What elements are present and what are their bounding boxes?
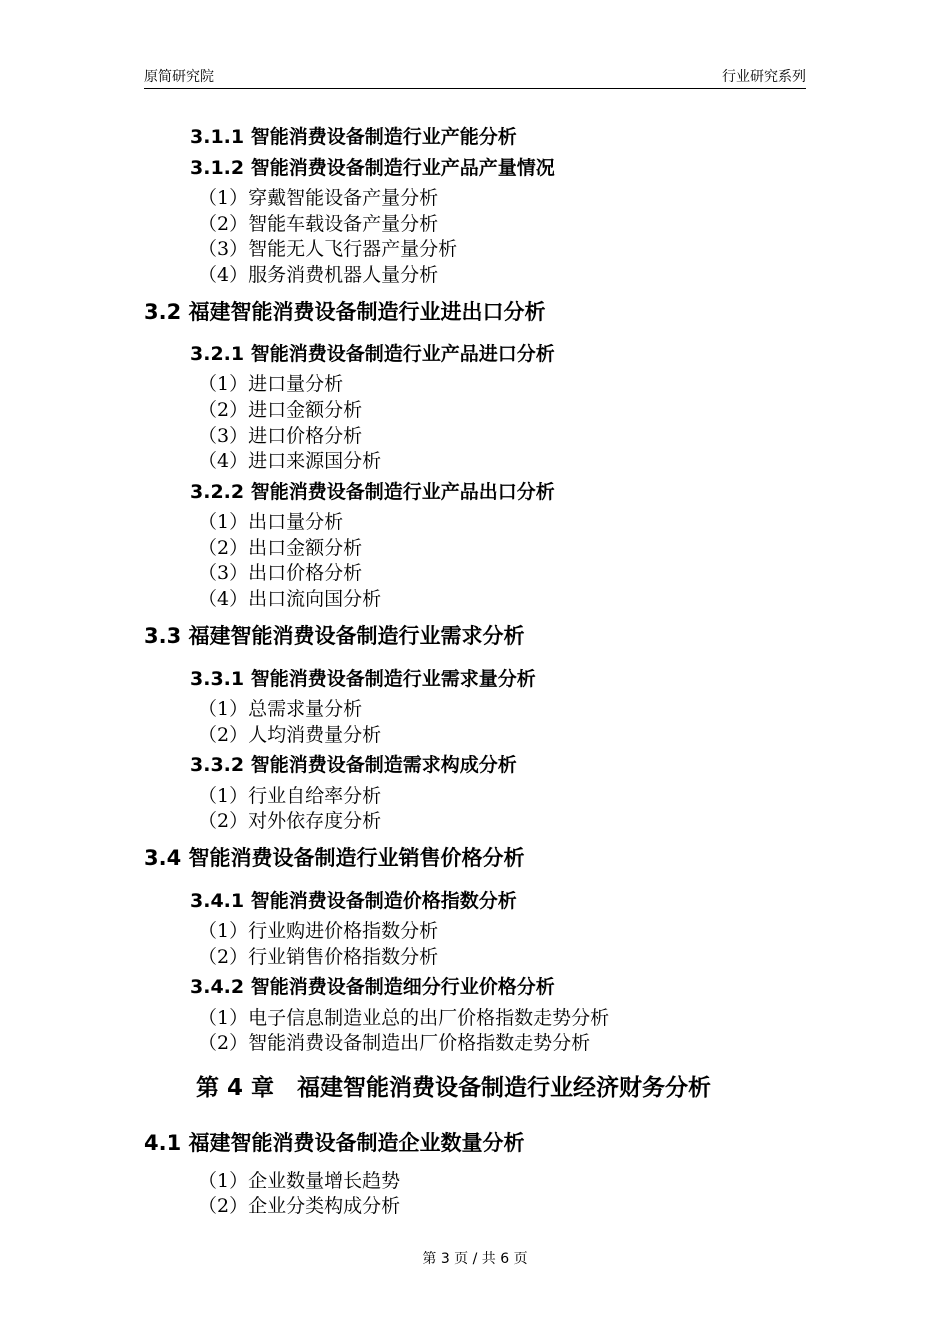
toc-item: （1）行业购进价格指数分析 [198, 920, 439, 942]
toc-item: （2）对外依存度分析 [198, 810, 382, 832]
toc-item: （3）出口价格分析 [198, 562, 363, 584]
page-header-right: 行业研究系列 [722, 69, 806, 85]
page-footer: 第 3 页 / 共 6 页 [422, 1251, 528, 1267]
toc-item: （3）智能无人飞行器产量分析 [198, 238, 458, 260]
toc-heading-3: 3.1.1 智能消费设备制造行业产能分析 [190, 126, 517, 148]
toc-item: （2）企业分类构成分析 [198, 1195, 401, 1217]
toc-item: （2）智能消费设备制造出厂价格指数走势分析 [198, 1032, 591, 1054]
toc-item: （1）电子信息制造业总的出厂价格指数走势分析 [198, 1007, 610, 1029]
toc-item: （2）进口金额分析 [198, 399, 363, 421]
toc-heading-2: 3.3 福建智能消费设备制造行业需求分析 [144, 624, 525, 648]
toc-heading-3: 3.4.2 智能消费设备制造细分行业价格分析 [190, 976, 555, 998]
toc-heading-2: 3.2 福建智能消费设备制造行业进出口分析 [144, 300, 546, 324]
toc-item: （1）穿戴智能设备产量分析 [198, 187, 439, 209]
toc-item: （3）进口价格分析 [198, 425, 363, 447]
toc-item: （4）进口来源国分析 [198, 450, 382, 472]
toc-heading-3: 3.3.1 智能消费设备制造行业需求量分析 [190, 668, 536, 690]
toc-heading-3: 3.2.2 智能消费设备制造行业产品出口分析 [190, 481, 555, 503]
toc-heading-2: 4.1 福建智能消费设备制造企业数量分析 [144, 1131, 525, 1155]
page-header-left: 原简研究院 [144, 69, 214, 85]
toc-item: （4）服务消费机器人量分析 [198, 264, 439, 286]
toc-heading-3: 3.1.2 智能消费设备制造行业产品产量情况 [190, 157, 555, 179]
header-rule [144, 88, 806, 89]
toc-item: （2）人均消费量分析 [198, 724, 382, 746]
toc-heading-2: 3.4 智能消费设备制造行业销售价格分析 [144, 846, 525, 870]
toc-heading-3: 3.2.1 智能消费设备制造行业产品进口分析 [190, 343, 555, 365]
toc-item: （2）行业销售价格指数分析 [198, 946, 439, 968]
toc-item: （1）总需求量分析 [198, 698, 363, 720]
toc-heading-3: 3.4.1 智能消费设备制造价格指数分析 [190, 890, 517, 912]
toc-item: （1）出口量分析 [198, 511, 344, 533]
toc-chapter-heading: 第 4 章 福建智能消费设备制造行业经济财务分析 [196, 1075, 712, 1101]
toc-item: （2）出口金额分析 [198, 537, 363, 559]
toc-item: （2）智能车载设备产量分析 [198, 213, 439, 235]
toc-item: （1）企业数量增长趋势 [198, 1170, 401, 1192]
toc-item: （4）出口流向国分析 [198, 588, 382, 610]
toc-heading-3: 3.3.2 智能消费设备制造需求构成分析 [190, 754, 517, 776]
toc-item: （1）行业自给率分析 [198, 785, 382, 807]
toc-item: （1）进口量分析 [198, 373, 344, 395]
